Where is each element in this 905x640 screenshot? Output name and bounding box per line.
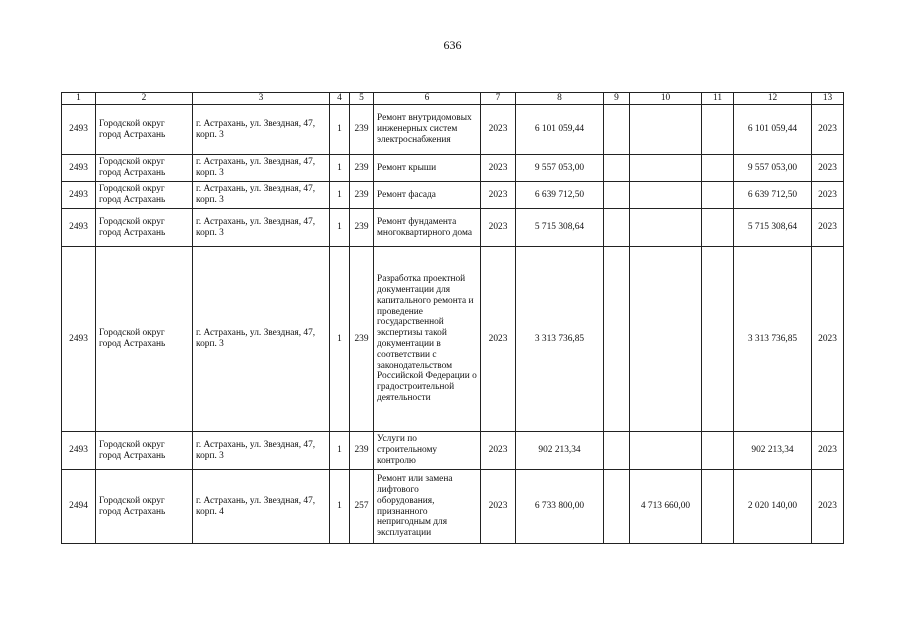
column-header: 6 <box>374 93 481 105</box>
col11-cell <box>702 432 734 470</box>
row-number: 2493 <box>62 247 96 432</box>
col9-cell <box>604 182 630 209</box>
year-cell: 2023 <box>481 470 516 544</box>
col10-cell <box>630 182 702 209</box>
col9-cell <box>604 209 630 247</box>
col9-cell <box>604 470 630 544</box>
column-header: 7 <box>481 93 516 105</box>
col10-cell <box>630 105 702 155</box>
header-row <box>62 93 844 105</box>
col12-cell: 6 101 059,44 <box>734 105 812 155</box>
col11-cell <box>702 105 734 155</box>
row-number: 2493 <box>62 209 96 247</box>
municipality-cell: Городской округ город Астрахань <box>96 155 193 182</box>
col5-cell: 239 <box>350 105 374 155</box>
column-header: 4 <box>330 93 350 105</box>
col4-cell: 1 <box>330 470 350 544</box>
col10-cell <box>630 209 702 247</box>
col4-cell: 1 <box>330 209 350 247</box>
work-type-cell: Разработка проектной документации для капитального ремонта и проведение государственной экспертизы такой документации в соответствии с законодательством Российской Федерации о градостроительной деятельности <box>374 247 481 432</box>
col4-cell: 1 <box>330 432 350 470</box>
row-number: 2493 <box>62 155 96 182</box>
col4-cell: 1 <box>330 155 350 182</box>
col10-cell <box>630 155 702 182</box>
col10-cell <box>630 247 702 432</box>
col11-cell <box>702 470 734 544</box>
municipality-cell: Городской округ город Астрахань <box>96 432 193 470</box>
col13-cell: 2023 <box>812 432 844 470</box>
address-cell: г. Астрахань, ул. Звездная, 47, корп. 3 <box>193 155 330 182</box>
column-header: 13 <box>812 93 844 105</box>
col4-cell: 1 <box>330 247 350 432</box>
year-cell: 2023 <box>481 247 516 432</box>
municipality-cell: Городской округ город Астрахань <box>96 470 193 544</box>
column-header: 10 <box>630 93 702 105</box>
work-type-cell: Ремонт крыши <box>374 155 481 182</box>
col13-cell: 2023 <box>812 182 844 209</box>
table-row <box>62 209 844 247</box>
col9-cell <box>604 247 630 432</box>
col12-cell: 2 020 140,00 <box>734 470 812 544</box>
municipality-cell: Городской округ город Астрахань <box>96 105 193 155</box>
row-number: 2493 <box>62 105 96 155</box>
col10-cell: 4 713 660,00 <box>630 470 702 544</box>
total-cost-cell: 5 715 308,64 <box>516 209 604 247</box>
address-cell: г. Астрахань, ул. Звездная, 47, корп. 3 <box>193 182 330 209</box>
col5-cell: 239 <box>350 155 374 182</box>
column-header: 2 <box>96 93 193 105</box>
col13-cell: 2023 <box>812 105 844 155</box>
col11-cell <box>702 182 734 209</box>
col12-cell: 6 639 712,50 <box>734 182 812 209</box>
column-header: 11 <box>702 93 734 105</box>
col5-cell: 257 <box>350 470 374 544</box>
address-cell: г. Астрахань, ул. Звездная, 47, корп. 3 <box>193 432 330 470</box>
row-number: 2494 <box>62 470 96 544</box>
total-cost-cell: 902 213,34 <box>516 432 604 470</box>
work-type-cell: Ремонт внутридомовых инженерных систем электроснабжения <box>374 105 481 155</box>
column-header: 1 <box>62 93 96 105</box>
col5-cell: 239 <box>350 432 374 470</box>
col10-cell <box>630 432 702 470</box>
table-row <box>62 432 844 470</box>
table-row <box>62 247 844 432</box>
col12-cell: 902 213,34 <box>734 432 812 470</box>
col11-cell <box>702 209 734 247</box>
row-number: 2493 <box>62 182 96 209</box>
year-cell: 2023 <box>481 155 516 182</box>
col11-cell <box>702 247 734 432</box>
col4-cell: 1 <box>330 105 350 155</box>
col12-cell: 3 313 736,85 <box>734 247 812 432</box>
address-cell: г. Астрахань, ул. Звездная, 47, корп. 3 <box>193 247 330 432</box>
year-cell: 2023 <box>481 105 516 155</box>
col5-cell: 239 <box>350 247 374 432</box>
municipality-cell: Городской округ город Астрахань <box>96 182 193 209</box>
capital-repair-table <box>61 92 844 544</box>
total-cost-cell: 9 557 053,00 <box>516 155 604 182</box>
year-cell: 2023 <box>481 209 516 247</box>
col4-cell: 1 <box>330 182 350 209</box>
col13-cell: 2023 <box>812 209 844 247</box>
year-cell: 2023 <box>481 432 516 470</box>
col12-cell: 5 715 308,64 <box>734 209 812 247</box>
table-row <box>62 155 844 182</box>
address-cell: г. Астрахань, ул. Звездная, 47, корп. 3 <box>193 105 330 155</box>
col5-cell: 239 <box>350 182 374 209</box>
column-header: 3 <box>193 93 330 105</box>
row-number: 2493 <box>62 432 96 470</box>
work-type-cell: Ремонт или замена лифтового оборудования, признанного непригодным для эксплуатации <box>374 470 481 544</box>
work-type-cell: Ремонт фундамента многоквартирного дома <box>374 209 481 247</box>
work-type-cell: Ремонт фасада <box>374 182 481 209</box>
total-cost-cell: 6 101 059,44 <box>516 105 604 155</box>
year-cell: 2023 <box>481 182 516 209</box>
col5-cell: 239 <box>350 209 374 247</box>
column-header: 5 <box>350 93 374 105</box>
table-row <box>62 105 844 155</box>
total-cost-cell: 3 313 736,85 <box>516 247 604 432</box>
col13-cell: 2023 <box>812 155 844 182</box>
col11-cell <box>702 155 734 182</box>
page-number: 636 <box>443 38 462 52</box>
col13-cell: 2023 <box>812 247 844 432</box>
municipality-cell: Городской округ город Астрахань <box>96 247 193 432</box>
address-cell: г. Астрахань, ул. Звездная, 47, корп. 4 <box>193 470 330 544</box>
col9-cell <box>604 105 630 155</box>
table-row <box>62 182 844 209</box>
municipality-cell: Городской округ город Астрахань <box>96 209 193 247</box>
column-header: 9 <box>604 93 630 105</box>
column-header: 12 <box>734 93 812 105</box>
table-row <box>62 470 844 544</box>
col9-cell <box>604 155 630 182</box>
column-header: 8 <box>516 93 604 105</box>
address-cell: г. Астрахань, ул. Звездная, 47, корп. 3 <box>193 209 330 247</box>
col12-cell: 9 557 053,00 <box>734 155 812 182</box>
col13-cell: 2023 <box>812 470 844 544</box>
total-cost-cell: 6 639 712,50 <box>516 182 604 209</box>
work-type-cell: Услуги по строительному контролю <box>374 432 481 470</box>
col9-cell <box>604 432 630 470</box>
total-cost-cell: 6 733 800,00 <box>516 470 604 544</box>
